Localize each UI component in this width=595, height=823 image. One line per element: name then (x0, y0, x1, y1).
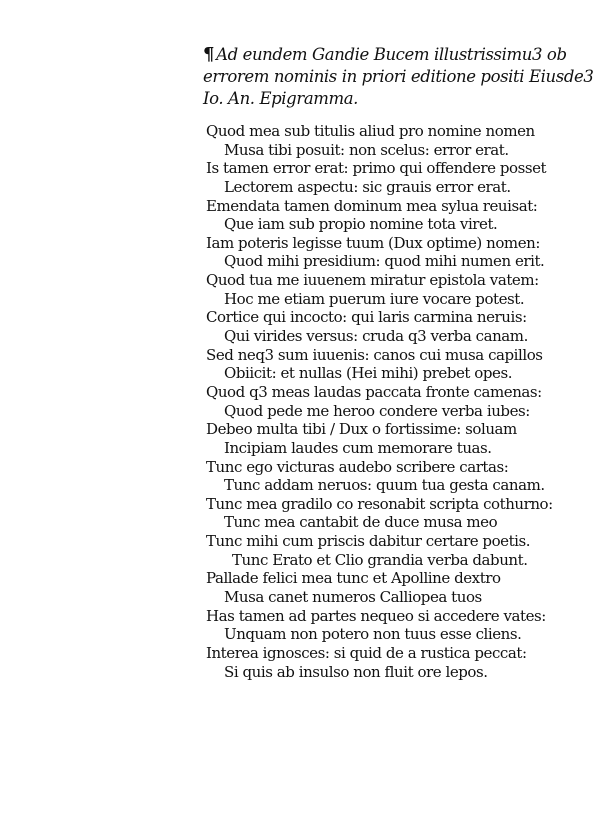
verse-line: Tunc mea gradilo co resonabit scripta cothurno: (206, 494, 553, 513)
verse-line: Quod tua me iuuenem miratur epistola vatem: (206, 271, 539, 290)
verse-line: Tunc Erato et Clio grandia verba dabunt. (232, 550, 528, 569)
verse-line: Interea ignosces: si quid de a rustica peccat: (206, 643, 527, 662)
verse-line: Tunc mea cantabit de duce musa meo (224, 513, 498, 532)
verse-line: Has tamen ad partes nequeo si accedere vates: (206, 606, 546, 625)
verse-line: Tunc ego victuras audebo scribere cartas: (206, 457, 509, 476)
epigram-body (206, 122, 556, 681)
verse-line: Debeo multa tibi / Dux o fortissime: soluam (206, 420, 517, 439)
verse-line: Quod mea sub titulis aliud pro nomine nomen (206, 122, 535, 140)
verse-line: Unquam non potero non tuus esse cliens. (224, 625, 522, 644)
verse-line: Si quis ab insulso non fluit ore lepos. (224, 662, 488, 681)
verse-line: Is tamen error erat: primo qui offendere posset (206, 159, 547, 178)
verse-line: Incipiam laudes cum memorare tuas. (224, 438, 492, 457)
paragraph-mark-icon: ¶ (203, 44, 215, 65)
verse-line: Quod mihi presidium: quod mihi numen erit. (224, 252, 545, 271)
epigram-heading (203, 44, 594, 110)
verse-line: Musa canet numeros Calliopea tuos (224, 588, 482, 607)
verse-line: Quod pede me heroo condere verba iubes: (224, 401, 530, 420)
verse-line: Quod q3 meas laudas paccata fronte camenas: (206, 382, 542, 401)
heading-line (203, 44, 567, 66)
verse-line: Lectorem aspectu: sic grauis error erat. (224, 177, 511, 196)
verse-line: Obiicit: et nullas (Hei mihi) prebet opes. (224, 364, 513, 383)
heading-line-text: Ad eundem Gandie Bucem illustrissimu3 ob (216, 45, 567, 64)
verse-line: Musa tibi posuit: non scelus: error erat. (224, 140, 509, 159)
verse-line: Emendata tamen dominum mea sylua reuisat: (206, 196, 538, 215)
verse-line: Tunc addam neruos: quum tua gesta canam. (224, 476, 545, 495)
verse-line: Sed neq3 sum iuuenis: canos cui musa capillos (206, 345, 543, 364)
heading-line: Io. An. Epigramma. (203, 89, 359, 108)
verse-line: Cortice qui incocto: qui laris carmina neruis: (206, 308, 527, 327)
verse-line: Qui virides versus: cruda q3 verba canam. (224, 327, 528, 346)
verse-line: Hoc me etiam puerum iure vocare potest. (224, 289, 525, 308)
verse-line: Pallade felici mea tunc et Apolline dextro (206, 569, 501, 588)
verse-line: Que iam sub propio nomine tota viret. (224, 215, 498, 234)
verse-line: Tunc mihi cum priscis dabitur certare poetis. (206, 532, 531, 551)
verse-line: Iam poteris legisse tuum (Dux optime) nomen: (206, 233, 540, 252)
heading-line: errorem nominis in priori editione positi Eiusde3 (203, 67, 594, 86)
